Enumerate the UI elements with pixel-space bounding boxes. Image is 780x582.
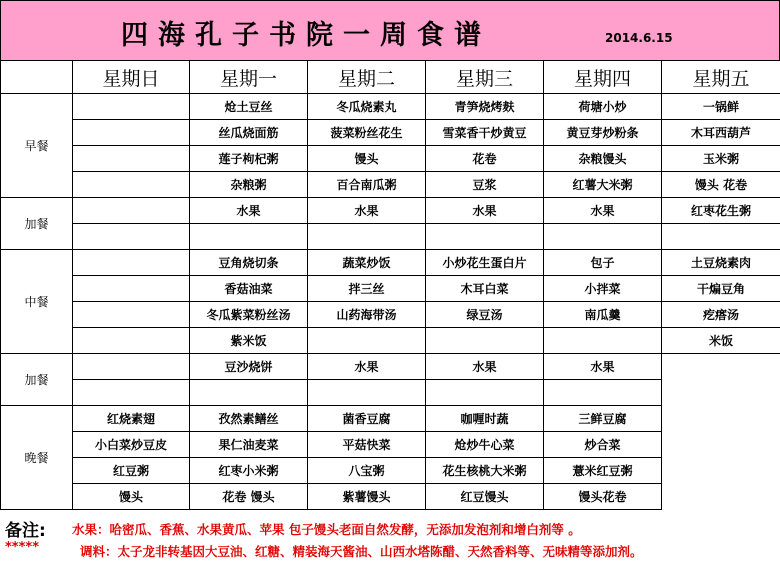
dish-cell: 丝瓜烧面筋 bbox=[190, 120, 308, 146]
table-row bbox=[1, 276, 780, 302]
dish-cell: 冬瓜烧素丸 bbox=[308, 94, 426, 120]
day-header: 星期日 bbox=[73, 61, 190, 94]
dish-cell: 香菇油菜 bbox=[190, 276, 308, 302]
seasoning-note: 调料：太子龙非转基因大豆油、红糖、精装海天酱油、山西水塔陈醋、天然香料等、无味精等添加剂。 bbox=[80, 544, 643, 559]
dish-cell: 小白菜炒豆皮 bbox=[73, 432, 190, 458]
table-row bbox=[1, 328, 780, 354]
dish-cell: 炒合菜 bbox=[544, 432, 662, 458]
dish-cell: 水果 bbox=[544, 198, 662, 224]
dish-cell: 水果 bbox=[426, 354, 544, 380]
dish-cell: 包子 bbox=[544, 250, 662, 276]
dish-cell bbox=[544, 224, 662, 250]
notes-label: 备注: bbox=[5, 521, 46, 541]
dish-cell: 水果 bbox=[308, 354, 426, 380]
meal-label: 中餐 bbox=[1, 250, 73, 354]
dish-cell bbox=[73, 276, 190, 302]
dish-cell bbox=[662, 224, 780, 250]
dish-cell bbox=[73, 172, 190, 198]
dish-cell bbox=[73, 328, 190, 354]
dish-cell: 炝炒牛心菜 bbox=[426, 432, 544, 458]
dish-cell: 孜然素鳝丝 bbox=[190, 406, 308, 432]
dish-cell: 蔬菜炒饭 bbox=[308, 250, 426, 276]
dish-cell: 杂粮馒头 bbox=[544, 146, 662, 172]
dish-cell bbox=[73, 120, 190, 146]
dish-cell: 馒头 花卷 bbox=[662, 172, 780, 198]
empty-area bbox=[662, 354, 780, 510]
dish-cell: 玉米粥 bbox=[662, 146, 780, 172]
meal-label: 加餐 bbox=[1, 354, 73, 406]
dish-cell bbox=[73, 224, 190, 250]
dish-cell: 红烧素翅 bbox=[73, 406, 190, 432]
dish-cell bbox=[426, 328, 544, 354]
dish-cell: 黄豆芽炒粉条 bbox=[544, 120, 662, 146]
dish-cell: 青笋烧烤麸 bbox=[426, 94, 544, 120]
dish-cell: 豆沙烧饼 bbox=[190, 354, 308, 380]
dish-cell: 豆浆 bbox=[426, 172, 544, 198]
dish-cell: 杂粮粥 bbox=[190, 172, 308, 198]
dish-cell: 红豆粥 bbox=[73, 458, 190, 484]
dish-cell: 红枣花生粥 bbox=[662, 198, 780, 224]
dish-cell bbox=[73, 198, 190, 224]
dish-cell: 米饭 bbox=[662, 328, 780, 354]
dish-cell bbox=[308, 328, 426, 354]
dish-cell: 干煸豆角 bbox=[662, 276, 780, 302]
dish-cell bbox=[544, 328, 662, 354]
fruit-note: 水果：哈密瓜、香蕉、水果黄瓜、苹果 包子馒头老面自然发酵，无添加发泡剂和增白剂等 。 bbox=[72, 522, 581, 537]
day-header: 星期四 bbox=[544, 61, 662, 94]
day-header: 星期五 bbox=[662, 61, 780, 94]
dish-cell: 水果 bbox=[190, 198, 308, 224]
table-row bbox=[1, 250, 780, 276]
day-header: 星期三 bbox=[426, 61, 544, 94]
dish-cell: 木耳西葫芦 bbox=[662, 120, 780, 146]
dish-cell bbox=[426, 224, 544, 250]
table-row bbox=[1, 120, 780, 146]
dish-cell: 山药海带汤 bbox=[308, 302, 426, 328]
dish-cell: 馒头花卷 bbox=[544, 484, 662, 510]
dish-cell: 花卷 馒头 bbox=[190, 484, 308, 510]
dish-cell: 水果 bbox=[308, 198, 426, 224]
dish-cell: 绿豆汤 bbox=[426, 302, 544, 328]
table-row bbox=[1, 172, 780, 198]
dish-cell: 馒头 bbox=[308, 146, 426, 172]
notes-section bbox=[0, 514, 780, 582]
dish-cell bbox=[190, 224, 308, 250]
notes-stars: ***** bbox=[5, 540, 39, 555]
dish-cell bbox=[73, 146, 190, 172]
meal-label: 晚餐 bbox=[1, 406, 73, 510]
dish-cell: 菠菜粉丝花生 bbox=[308, 120, 426, 146]
table-row bbox=[1, 94, 780, 120]
dish-cell: 咖喱时蔬 bbox=[426, 406, 544, 432]
table-row bbox=[1, 198, 780, 224]
dish-cell: 小炒花生蛋白片 bbox=[426, 250, 544, 276]
dish-cell bbox=[73, 354, 190, 380]
dish-cell: 疙瘩汤 bbox=[662, 302, 780, 328]
dish-cell: 平菇快菜 bbox=[308, 432, 426, 458]
dish-cell: 百合南瓜粥 bbox=[308, 172, 426, 198]
title-bar bbox=[0, 0, 780, 61]
dish-cell: 八宝粥 bbox=[308, 458, 426, 484]
dish-cell: 花生核桃大米粥 bbox=[426, 458, 544, 484]
dish-cell: 雪菜香干炒黄豆 bbox=[426, 120, 544, 146]
dish-cell: 馒头 bbox=[73, 484, 190, 510]
weekly-menu-table bbox=[0, 60, 780, 510]
dish-cell: 薏米红豆粥 bbox=[544, 458, 662, 484]
dish-cell: 水果 bbox=[544, 354, 662, 380]
dish-cell bbox=[73, 94, 190, 120]
dish-cell bbox=[426, 380, 544, 406]
menu-date: 2014.6.15 bbox=[605, 31, 673, 45]
dish-cell: 拌三丝 bbox=[308, 276, 426, 302]
dish-cell bbox=[308, 380, 426, 406]
dish-cell bbox=[73, 380, 190, 406]
day-header: 星期二 bbox=[308, 61, 426, 94]
dish-cell: 一锅鲜 bbox=[662, 94, 780, 120]
dish-cell: 红豆馒头 bbox=[426, 484, 544, 510]
dish-cell: 莲子枸杞粥 bbox=[190, 146, 308, 172]
meal-label: 早餐 bbox=[1, 94, 73, 198]
dish-cell: 花卷 bbox=[426, 146, 544, 172]
dish-cell: 水果 bbox=[426, 198, 544, 224]
dish-cell: 果仁油麦菜 bbox=[190, 432, 308, 458]
day-header-row bbox=[1, 61, 780, 94]
table-row bbox=[1, 354, 780, 380]
dish-cell: 冬瓜紫菜粉丝汤 bbox=[190, 302, 308, 328]
dish-cell: 菌香豆腐 bbox=[308, 406, 426, 432]
day-header: 星期一 bbox=[190, 61, 308, 94]
dish-cell: 红薯大米粥 bbox=[544, 172, 662, 198]
dish-cell: 南瓜羹 bbox=[544, 302, 662, 328]
dish-cell bbox=[308, 224, 426, 250]
dish-cell: 紫米饭 bbox=[190, 328, 308, 354]
dish-cell: 炝土豆丝 bbox=[190, 94, 308, 120]
dish-cell bbox=[544, 380, 662, 406]
corner-cell bbox=[1, 61, 73, 94]
dish-cell bbox=[73, 250, 190, 276]
dish-cell: 小拌菜 bbox=[544, 276, 662, 302]
table-row bbox=[1, 146, 780, 172]
page-title: 四海孔子书院一周食谱 bbox=[121, 20, 491, 51]
meal-label: 加餐 bbox=[1, 198, 73, 250]
dish-cell: 三鲜豆腐 bbox=[544, 406, 662, 432]
dish-cell bbox=[190, 380, 308, 406]
dish-cell: 红枣小米粥 bbox=[190, 458, 308, 484]
dish-cell: 豆角烧切条 bbox=[190, 250, 308, 276]
table-row bbox=[1, 224, 780, 250]
dish-cell: 荷塘小炒 bbox=[544, 94, 662, 120]
table-row bbox=[1, 302, 780, 328]
dish-cell: 紫薯馒头 bbox=[308, 484, 426, 510]
dish-cell: 土豆烧素肉 bbox=[662, 250, 780, 276]
dish-cell: 木耳白菜 bbox=[426, 276, 544, 302]
dish-cell bbox=[73, 302, 190, 328]
